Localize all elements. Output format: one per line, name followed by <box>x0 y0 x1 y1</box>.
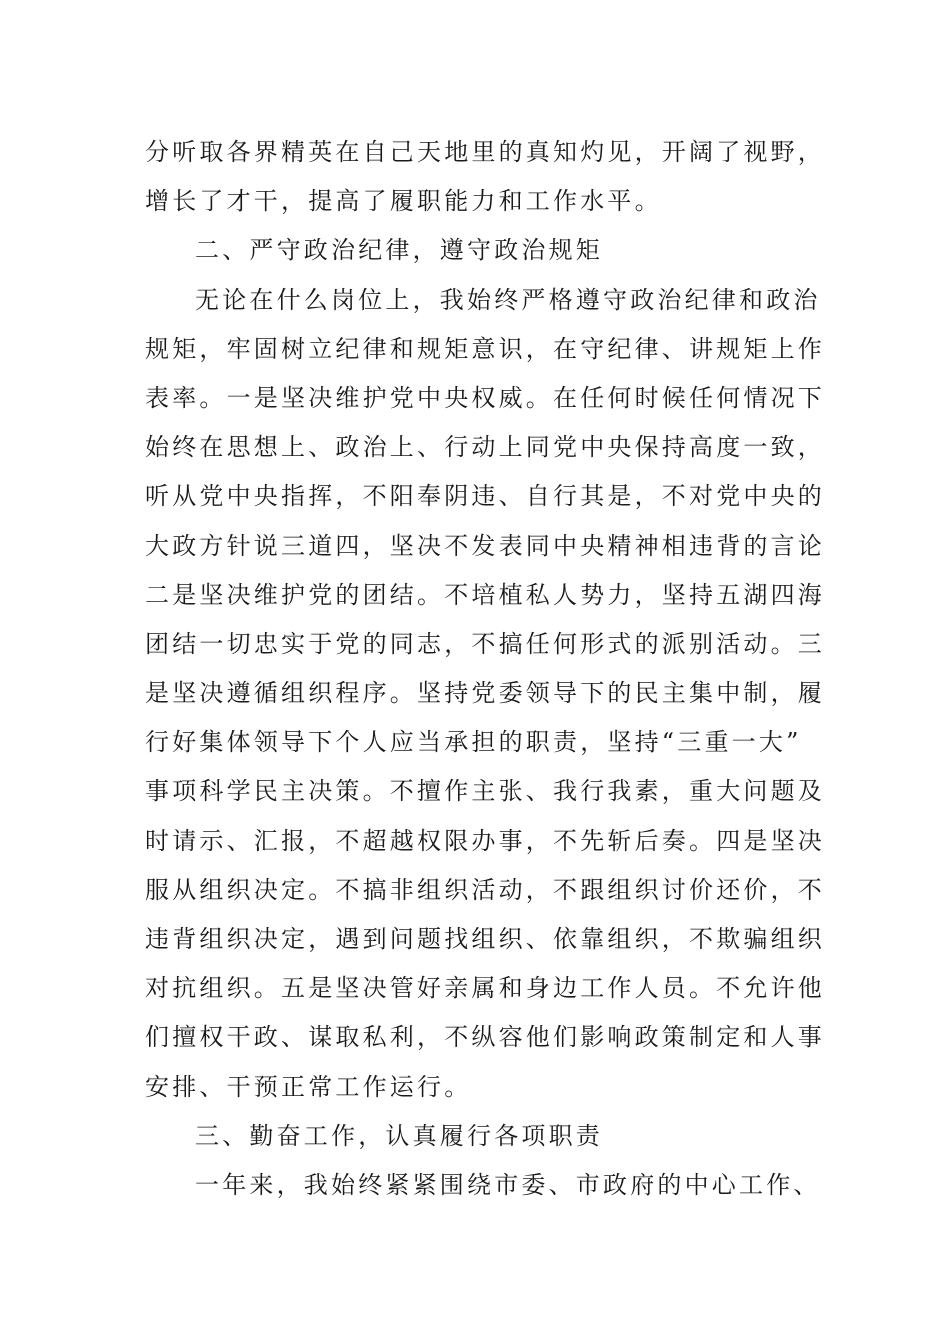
text-line: 是坚决遵循组织程序。坚持党委领导下的民主集中制，履 <box>145 679 825 708</box>
text-line: 服从组织决定。不搞非组织活动，不跟组织讨价还价，不 <box>145 875 825 904</box>
text-line: 安排、干预正常工作运行。 <box>145 1072 472 1101</box>
document-body <box>145 128 825 1210</box>
text-line: 始终在思想上、政治上、行动上同党中央保持高度一致， <box>145 433 825 462</box>
text-line: 表率。一是坚决维护党中央权威。在任何时候任何情况下 <box>145 383 825 412</box>
text-line: 团结一切忠实于党的同志，不搞任何形式的派别活动。三 <box>145 629 825 658</box>
section-heading: 三、勤奋工作，认真履行各项职责 <box>195 1121 603 1150</box>
text-line: 无论在什么岗位上，我始终严格遵守政治纪律和政治 <box>195 285 821 314</box>
text-line: 分听取各界精英在自己天地里的真知灼见，开阔了视野， <box>145 138 825 166</box>
text-line: 们擅权干政、谋取私利，不纵容他们影响政策制定和人事 <box>145 1023 825 1052</box>
text-line: 时请示、汇报，不超越权限办事，不先斩后奏。四是坚决 <box>145 826 825 855</box>
section-heading: 二、严守政治纪律，遵守政治规矩 <box>195 236 603 265</box>
text-line: 一年来，我始终紧紧围绕市委、市政府的中心工作、 <box>195 1170 821 1199</box>
text-line: 行好集体领导下个人应当承担的职责，坚持“三重一大” <box>145 728 802 757</box>
text-line: 对抗组织。五是坚决管好亲属和身边工作人员。不允许他 <box>145 974 825 1003</box>
text-line: 大政方针说三道四，坚决不发表同中央精神相违背的言论 <box>145 531 825 560</box>
text-line: 事项科学民主决策。不擅作主张、我行我素，重大问题及 <box>145 777 825 806</box>
text-line: 增长了才干，提高了履职能力和工作水平。 <box>145 187 662 216</box>
text-line: 违背组织决定，遇到问题找组织、依靠组织，不欺骗组织 <box>145 925 825 953</box>
text-line: 二是坚决维护党的团结。不培植私人势力，坚持五湖四海 <box>145 580 825 609</box>
text-line: 规矩，牢固树立纪律和规矩意识，在守纪律、讲规矩上作 <box>145 334 825 363</box>
text-line: 听从党中央指挥，不阳奉阴违、自行其是，不对党中央的 <box>145 482 825 511</box>
